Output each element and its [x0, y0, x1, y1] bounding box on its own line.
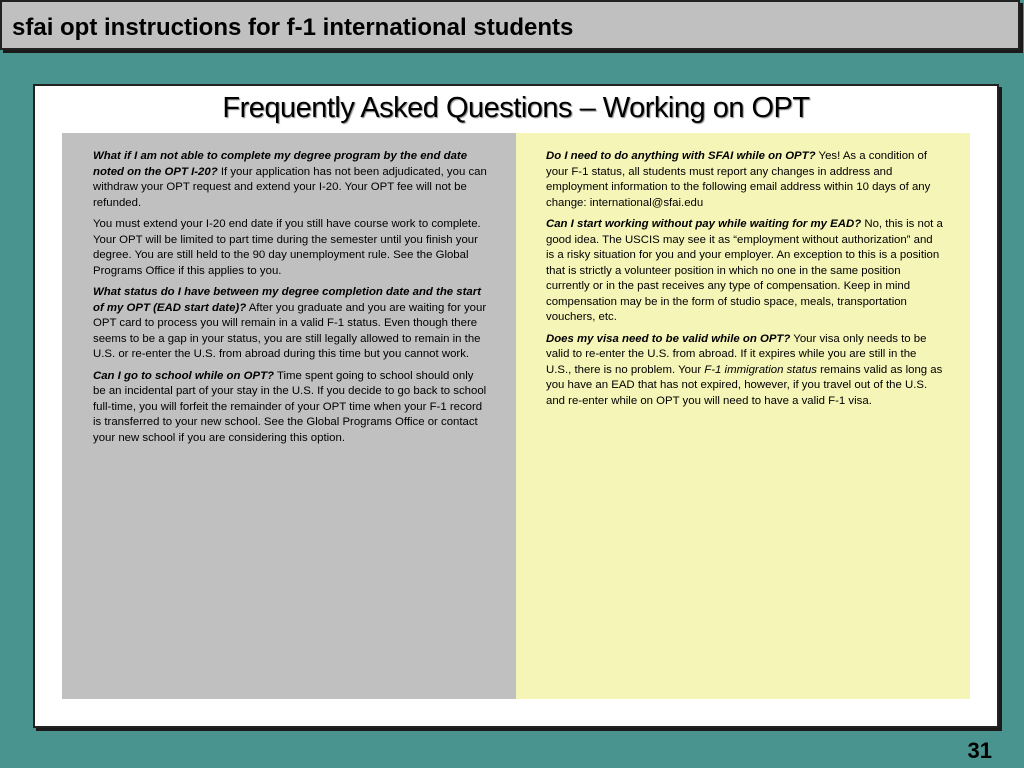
faq-question: What status do I have between my degree completion date and the start of my OPT (EAD start date)? [93, 286, 481, 314]
faq-extension-note: You must extend your I-20 end date if you still have course work to complete. Your OPT will be limited to part time during the semester until you finish your degree. You are still held to the 90 day unemployment rule. See the Global Programs Office if this applies to you. [93, 218, 481, 277]
presentation-title: sfai opt instructions for f-1 international students [12, 14, 574, 41]
faq-visa-validity [546, 332, 944, 410]
faq-answer: Your visa only needs to be valid to re-enter the U.S. from abroad. If it expires while you are still in the U.S., there is no problem. Your [546, 332, 927, 376]
page-number: 31 [967, 738, 992, 763]
slide-panel [33, 84, 999, 728]
faq-question: Can I go to school while on OPT? [93, 369, 274, 382]
faq-unpaid-work [546, 217, 944, 326]
slide-heading: Frequently Asked Questions – Working on OPT [222, 92, 810, 124]
left-column [62, 133, 516, 699]
right-column [516, 133, 970, 699]
faq-answer: After you graduate and you are waiting for your OPT card to process you will remain in a valid F-1 status. Even though there seems to be a gap in your status, you are still legally allowed to remain in the U.S. or re-enter the U.S. from abroad during this time but you cannot work. [93, 301, 487, 360]
faq-answer: Time spent going to school should only be an incidental part of your stay in the U.S. If you decide to go back to school full-time, you will forfeit the remainder of your OPT time when your F-1 record is transferred to your new school. See the Global Programs Office or contact your new school if you are considering this option. [93, 369, 487, 444]
left-column-text [93, 149, 488, 452]
faq-question: Can I start working without pay while waiting for my EAD? [546, 218, 862, 230]
faq-answer: Yes! As a condition of your F-1 status, all students must report any changes in address and employment information to the following email address within 10 days of any change: international@sfai.edu [546, 150, 931, 209]
faq-answer: No, this is not a good idea. The USCIS may see it as “employment without authorization” and is a risky situation for you and your employer. An exception to this is a position that is strictly a volunteer position in which no one in the same position currently or in the past receives any type of compensation. Keep in mind compensation may be in the form of studio space, meals, transportation vouchers, etc. [546, 218, 943, 323]
faq-school-on-opt [93, 369, 488, 447]
title-bar [0, 0, 1020, 50]
faq-question: Do I need to do anything with SFAI while on OPT? [546, 150, 816, 162]
faq-answer: remains valid as long as you have an EAD that has not expired, however, if you travel out of the U.S. and re-enter while on OPT you will need to have a valid F-1 visa. [546, 363, 943, 407]
faq-status-gap [93, 285, 488, 363]
faq-sfai-reporting [546, 149, 944, 211]
faq-question: Does my visa need to be valid while on OPT? [546, 332, 791, 345]
faq-answer-emphasis: F-1 immigration status [704, 363, 817, 376]
faq-degree-completion [93, 149, 488, 211]
faq-answer: If your application has not been adjudicated, you can withdraw your OPT request and extend your I-20. Your OPT fee will not be refunded. [93, 165, 487, 209]
faq-question: What if I am not able to complete my degree program by the end date noted on the OPT I-20? [93, 150, 468, 178]
right-column-text [546, 149, 944, 415]
